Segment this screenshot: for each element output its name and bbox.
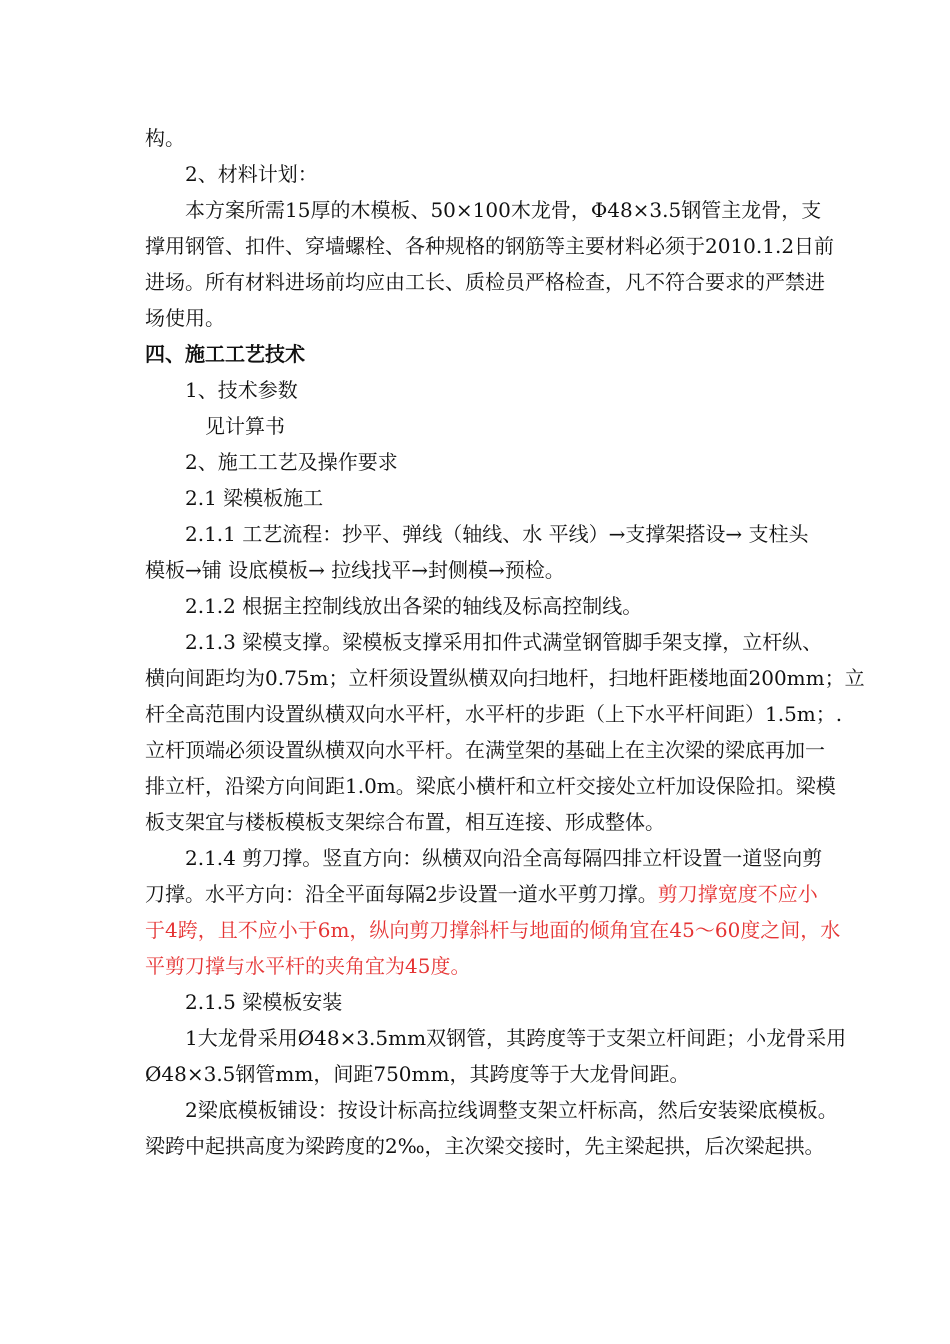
highlighted-text: 剪刀撑宽度不应小 [657, 882, 818, 906]
text-line: 2、材料计划： [185, 162, 318, 186]
text-line: 本方案所需15厚的木模板、50×100木龙骨，Φ48×3.5钢管主龙骨，支 [185, 198, 822, 222]
text-line: 板支架宜与楼板模板支架综合布置，相互连接、形成整体。 [145, 810, 665, 834]
text-line: 撑用钢管、扣件、穿墙螺栓、各种规格的钢筋等主要材料必须于2010.1.2日前 [145, 234, 835, 258]
text-line: 2.1.2 根据主控制线放出各梁的轴线及标高控制线。 [185, 594, 643, 618]
text-line: 刀撑。水平方向：沿全平面每隔2步设置一道水平剪刀撑。剪刀撑宽度不应小 [145, 882, 818, 906]
text-line: 1大龙骨采用Ø48×3.5mm双钢管，其跨度等于支架立杆间距；小龙骨采用 [185, 1026, 847, 1050]
text-line: 立杆顶端必须设置纵横双向水平杆。在满堂架的基础上在主次梁的梁底再加一 [145, 738, 825, 762]
text-line: 2梁底模板铺设：按设计标高拉线调整支架立杆标高，然后安装梁底模板。 [185, 1098, 838, 1122]
document-page [145, 120, 865, 1164]
text-line: 横向间距均为0.75m；立杆须设置纵横双向扫地杆，扫地杆距楼地面200mm；立 [145, 666, 865, 690]
subsection-heading: 2.1.5 梁模板安装 [185, 990, 343, 1014]
subsection-heading: 2、施工工艺及操作要求 [185, 450, 398, 474]
section-heading: 四、施工工艺技术 [145, 342, 305, 366]
text-line: 模板→铺 设底模板→ 拉线找平→封侧模→预检。 [145, 558, 565, 582]
text-line: 构。 [145, 126, 185, 150]
text-line: 2.1.3 梁模支撑。梁模板支撑采用扣件式满堂钢管脚手架支撑，立杆纵、 [185, 630, 823, 654]
highlighted-text-line: 于4跨，且不应小于6m，纵向剪刀撑斜杆与地面的倾角宜在45～60度之间，水 [145, 918, 841, 942]
text-line: 杆全高范围内设置纵横双向水平杆，水平杆的步距（上下水平杆间距）1.5m；. [145, 702, 843, 726]
subsection-heading: 1、技术参数 [185, 378, 298, 402]
text-line: 梁跨中起拱高度为梁跨度的2‰，主次梁交接时，先主梁起拱，后次梁起拱。 [145, 1134, 825, 1158]
subsection-heading: 2.1 梁模板施工 [185, 486, 324, 510]
text-line: Ø48×3.5钢管mm，间距750mm，其跨度等于大龙骨间距。 [145, 1062, 690, 1086]
text-line: 进场。所有材料进场前均应由工长、质检员严格检查，凡不符合要求的严禁进 [145, 270, 825, 294]
text-line: 排立杆，沿梁方向间距1.0m。梁底小横杆和立杆交接处立杆加设保险扣。梁模 [145, 774, 836, 798]
text-line: 见计算书 [205, 414, 285, 438]
text-line: 场使用。 [145, 306, 225, 330]
highlighted-text-line: 平剪刀撑与水平杆的夹角宜为45度。 [145, 954, 471, 978]
text-line: 2.1.4 剪刀撑。竖直方向：纵横双向沿全高每隔四排立杆设置一道竖向剪 [185, 846, 823, 870]
text-line: 2.1.1 工艺流程：抄平、弹线（轴线、水 平线）→支撑架搭设→ 支柱头 [185, 522, 809, 546]
